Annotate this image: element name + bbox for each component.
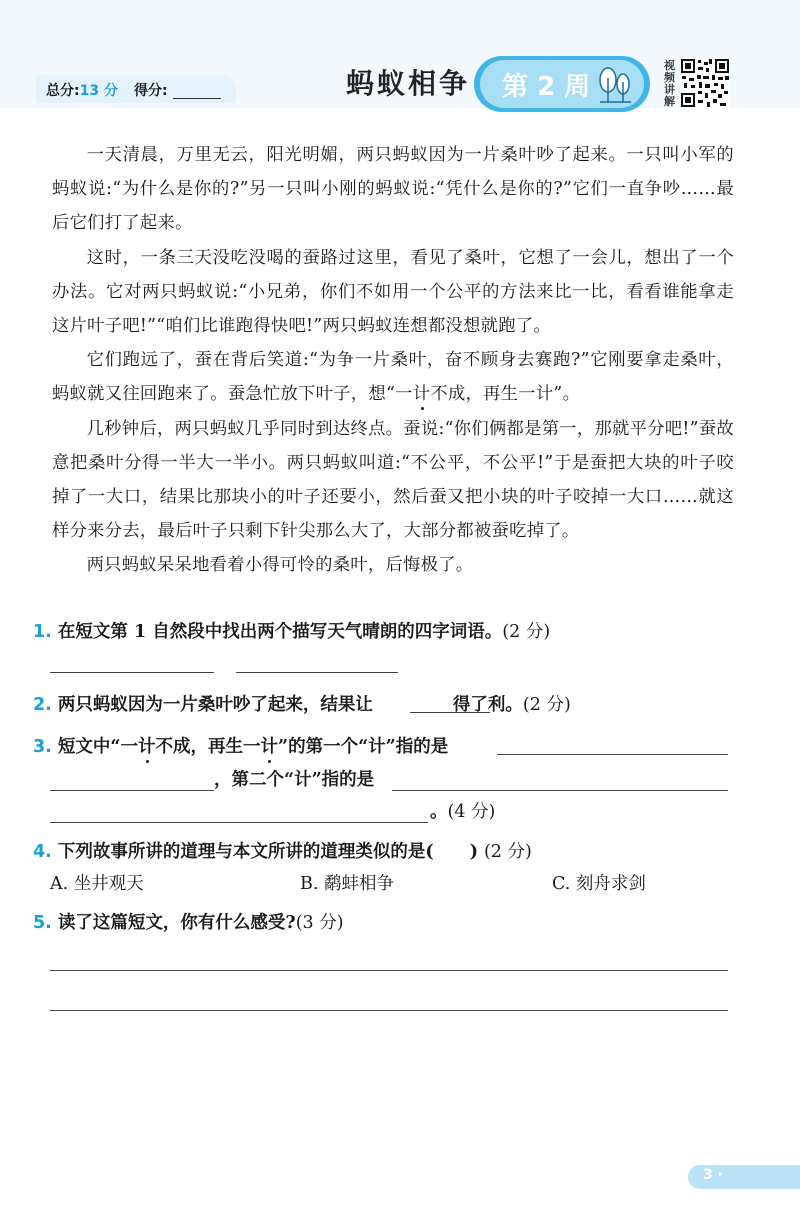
answer-blank-3b[interactable] [50,790,214,791]
answer-blank-3d[interactable] [50,822,428,823]
paragraph-3: 它们跑远了，蚕在背后笑道:“为争一片桑叶，奋不顾身去赛跑?”它刚要拿走桑叶，蚂蚁就又往回跑来了。蚕急忙放下叶子，想“一计不成，再生一计”。 [52,350,734,405]
qr-label: 视频讲解 [664,59,675,108]
answer-line-5b[interactable] [50,1010,728,1011]
paragraph-4: 几秒钟后，两只蚂蚁几乎同时到达终点。蚕说:“你们俩都是第一，那就平分吧!”蚕故意把桑叶分得一半大一半小。两只蚂蚁叫道:“不公平，不公平!”于是蚕把大块的叶子咬掉了一大口，结果比那块小的叶子还要小，然后蚕又把小块的叶子咬掉一大口……就这样分来分去，最后叶子只剩下针尖那么大了，大部分都被蚕吃掉了。 [52,418,734,542]
question-3-line-2: ，第二个“计”指的是 [214,770,375,790]
option-a[interactable]: A. 坐井观天 [50,874,144,894]
answer-blank-1b[interactable] [236,672,398,673]
option-b[interactable]: B. 鹬蚌相争 [300,874,394,894]
score-got-label: 得分: [134,83,168,99]
option-c[interactable]: C. 刻舟求剑 [552,874,646,894]
question-3: 3. 短文中“一计不成，再生一计”的第一个“计”指的是 [33,737,449,757]
qr-code-icon[interactable] [680,58,730,108]
answer-line-5a[interactable] [50,970,728,971]
answer-blank-3c[interactable] [392,790,728,791]
answer-blank-1a[interactable] [50,672,214,673]
paragraph-2: 这时，一条三天没吃没喝的蚕路过这里，看见了桑叶，它想了一会儿，想出了一个办法。它对两只蚂蚁说:“小兄弟，你们不如用一个公平的方法来比一比，看看谁能拿走这片叶子吧!”“咱们比谁跑得快吧!”两只蚂蚁连想都没想就跑了。 [52,247,734,337]
page-number: 3 · [703,1167,723,1183]
paragraph-1: 一天清晨，万里无云，阳光明媚，两只蚂蚁因为一片桑叶吵了起来。一只叫小军的蚂蚁说:“为什么是你的?”另一只叫小刚的蚂蚁说:“凭什么是你的?”它们一直争吵……最后它们打了起来。 [52,145,734,234]
paragraph-5: 两只蚂蚁呆呆地看着小得可怜的桑叶，后悔极了。 [86,555,474,576]
question-5: 5. 读了这篇短文，你有什么感受?(3 分) [33,913,344,933]
question-2: 2. 两只蚂蚁因为一片桑叶吵了起来，结果让 得了利。(2 分) [33,695,571,715]
score-blank[interactable] [173,98,221,99]
page-title: 蚂蚁相争 [346,67,471,100]
passage [52,138,734,583]
question-4: 4. 下列故事所讲的道理与本文所讲的道理类似的是( ) (2 分) [33,842,532,862]
question-3-line-3: 。(4 分) [430,802,496,822]
tree-icon [597,62,633,106]
answer-blank-3a[interactable] [497,754,728,755]
emphasis-char: 计 [412,384,431,405]
score-total [46,80,118,100]
score-total-label: 总分: [46,83,80,99]
question-1: 1. 在短文第 1 自然段中找出两个描写天气晴朗的四字词语。(2 分) [33,622,551,642]
week-label: 第 2 周 [502,72,591,102]
score-total-value: 13 分 [79,83,118,99]
answer-blank-2[interactable] [410,712,490,713]
